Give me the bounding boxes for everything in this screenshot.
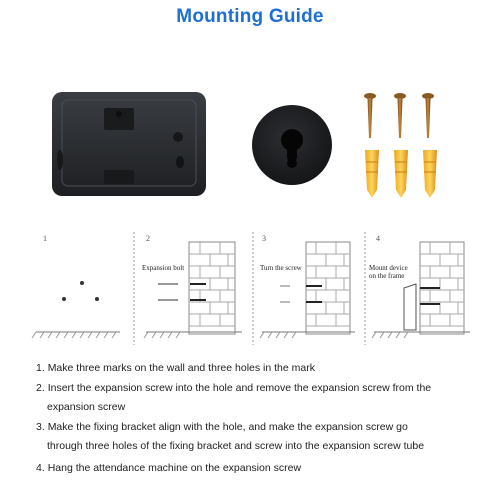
step-3-text-continued: through three holes of the fixing bracket and screw into the expansion screw tube bbox=[47, 440, 425, 452]
panel-2-number: 2 bbox=[146, 234, 150, 243]
step-diagram bbox=[32, 232, 470, 345]
step-4 bbox=[36, 462, 476, 475]
step-4-text: Hang the attendance machine on the expansion screw bbox=[47, 462, 302, 474]
step-2-text-continued: expansion screw bbox=[47, 401, 126, 413]
step-2-text: Insert the expansion screw into the hole and remove the expansion screw from the bbox=[47, 382, 432, 394]
page-title: Mounting Guide bbox=[176, 6, 324, 27]
step-3 bbox=[36, 421, 476, 453]
step-1-number: 1. bbox=[36, 362, 45, 374]
step-1-text: Make three marks on the wall and three holes in the mark bbox=[47, 362, 315, 374]
step-3-number: 3. bbox=[36, 421, 45, 433]
screw-set-image bbox=[364, 93, 434, 138]
panel-2-label: Expansion bolt bbox=[142, 264, 185, 272]
step-1 bbox=[36, 362, 476, 375]
step-3-text: Make the fixing bracket align with the hole, and make the expansion screw go bbox=[47, 421, 408, 433]
panel-4-label: Mount device on the frame bbox=[369, 264, 408, 280]
panel-3-label: Turn the screw bbox=[260, 264, 302, 272]
step-2 bbox=[36, 382, 476, 414]
panel-4-number: 4 bbox=[376, 234, 380, 243]
step-4-number: 4. bbox=[36, 462, 45, 474]
wall-plug-set-image bbox=[365, 150, 437, 198]
step-2-number: 2. bbox=[36, 382, 45, 394]
panel-1-number: 1 bbox=[43, 234, 47, 243]
panel-3-number: 3 bbox=[262, 234, 266, 243]
